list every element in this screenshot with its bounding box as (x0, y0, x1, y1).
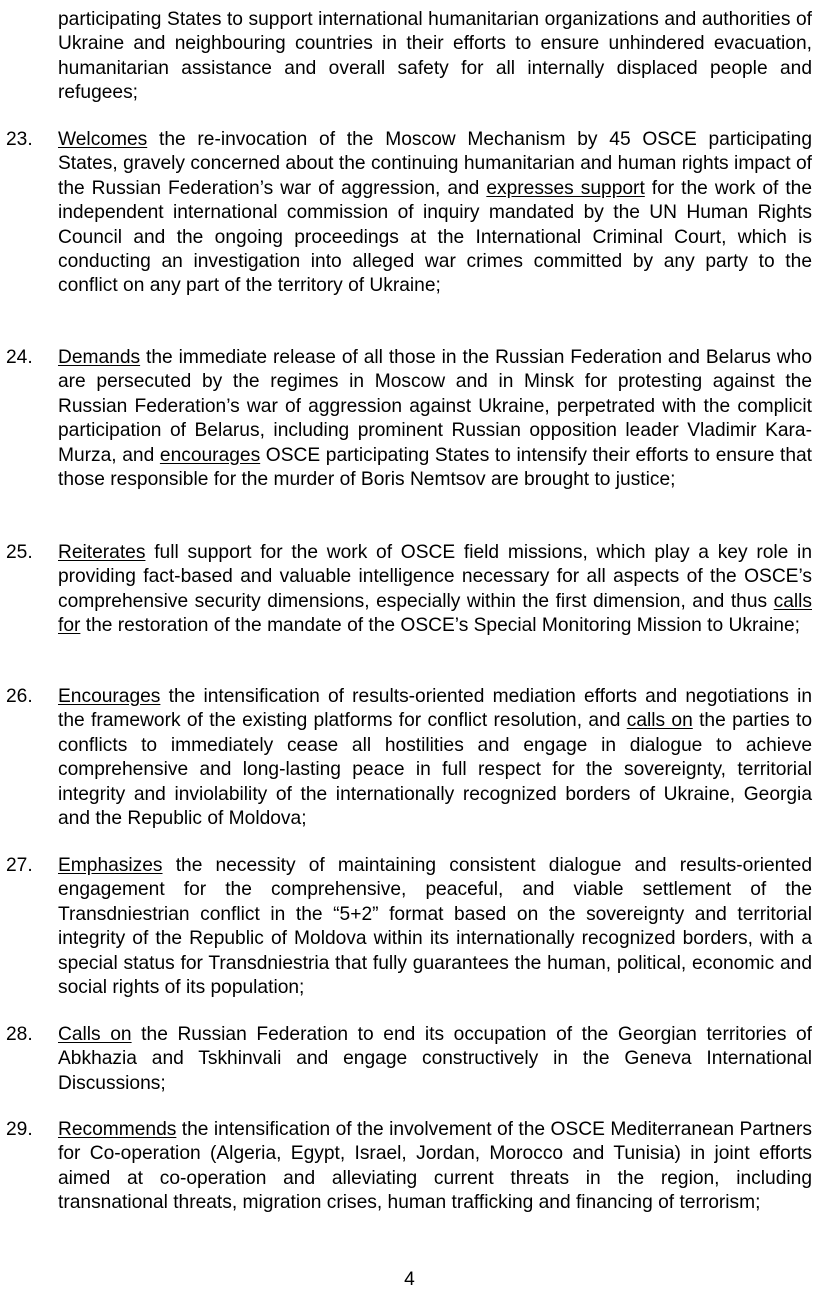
page-number: 4 (404, 1269, 415, 1290)
paragraph-25 (6, 541, 812, 639)
paragraph-text: the immediate release of all those in the Russian Federation and Belarus who are persecuted by the regimes in Moscow and in Minsk for protesting against the Russian Federation’s war of aggression against Ukraine, perpetrated with the complicit participation of Belarus, including prominent Russian opposition leader Vladimir Kara-Murza, and (58, 347, 812, 466)
paragraph-27 (6, 854, 812, 1000)
paragraph-text: the restoration of the mandate of the OSCE’s Special Monitoring Mission to Ukraine; (80, 615, 800, 637)
paragraph-24 (6, 346, 812, 492)
paragraph-text: for the work of the independent international commission of inquiry mandated by the UN Human Rights Council and the ongoing proceedings at the International Criminal Court, which is conducting an investigation into alleged war crimes committed by any party to the conflict on any part of the territory of Ukraine; (58, 177, 813, 297)
paragraph-number: 24. (6, 347, 33, 368)
operative-verb: Calls on (58, 1024, 132, 1045)
operative-verb-secondary: expresses support (486, 177, 645, 199)
paragraph-number: 27. (6, 855, 33, 876)
paragraph-number: 28. (6, 1024, 33, 1045)
paragraph-28 (6, 1023, 813, 1096)
operative-verb-secondary: encourages (159, 444, 261, 466)
operative-verb: Encourages (58, 686, 161, 707)
paragraph-text: OSCE participating States to intensify their efforts to ensure that those responsible for the murder of Boris Nemtsov are brought to justice; (58, 444, 812, 491)
operative-verb: Welcomes (58, 129, 148, 150)
paragraph-number: 23. (6, 129, 33, 150)
paragraph-29 (6, 1118, 812, 1216)
paragraph-text: the Russian Federation to end its occupation of the Georgian territories of Abkhazia and Tskhinvali and engage constructively in the Geneva International Discussions; (58, 1024, 813, 1094)
paragraph-text: the necessity of maintaining consistent dialogue and results-oriented engagement for the comprehensive, peaceful, and viable settlement of the Transdniestrian conflict in the “5+2” format based on the sovereignty and territorial integrity of the Republic of Moldova within its internationally recognized borders, with a special status for Transdniestria that fully guarantees the human, political, economic and social rights of its population; (58, 855, 812, 999)
operative-verb: Emphasizes (58, 855, 163, 876)
paragraph-number: 25. (6, 542, 33, 563)
paragraph-text: the intensification of results-oriented mediation efforts and negotiations in the framework of the existing platforms for conflict resolution, and (58, 686, 812, 732)
operative-verb: Reiterates (58, 542, 146, 563)
paragraph-text: full support for the work of OSCE field missions, which play a key role in providing fact-based and valuable intelligence necessary for all aspects of the OSCE’s comprehensive security dimensions, especially within the first dimension, and thus (58, 542, 812, 612)
paragraph-number: 29. (6, 1119, 33, 1140)
paragraph-text: participating States to support international humanitarian organizations and authorities of Ukraine and neighbouring countries in their efforts to ensure unhindered evacuation, humanitarian assistance and overall safety for all internally displaced people and refugees; (58, 9, 812, 104)
paragraph-23 (6, 128, 813, 299)
operative-verb: Demands (58, 347, 141, 368)
paragraph-continuation (58, 8, 812, 106)
paragraph-26 (6, 685, 812, 831)
paragraph-text: the intensification of the involvement of the OSCE Mediterranean Partners for Co-operation (Algeria, Egypt, Israel, Jordan, Morocco and Tunisia) in joint efforts aimed at co-operation and alleviating current threats in the region, including transnational threats, migration crises, human trafficking and financing of terrorism; (58, 1119, 812, 1214)
paragraph-number: 26. (6, 686, 33, 707)
operative-verb-secondary: calls on (626, 710, 693, 732)
paragraph-text: the re-invocation of the Moscow Mechanism by 45 OSCE participating States, gravely concerned about the continuing humanitarian and human rights impact of the Russian Federation’s war of aggression, and (58, 129, 812, 199)
paragraph-text: the parties to conflicts to immediately cease all hostilities and engage in dialogue to achieve comprehensive and long-lasting peace in full respect for the sovereignty, territorial integrity and inviolability of the internationally recognized borders of Ukraine, Georgia and the Republic of Moldova; (58, 710, 812, 830)
operative-verb: Recommends (58, 1119, 177, 1140)
operative-verb-secondary: calls for (58, 590, 812, 637)
